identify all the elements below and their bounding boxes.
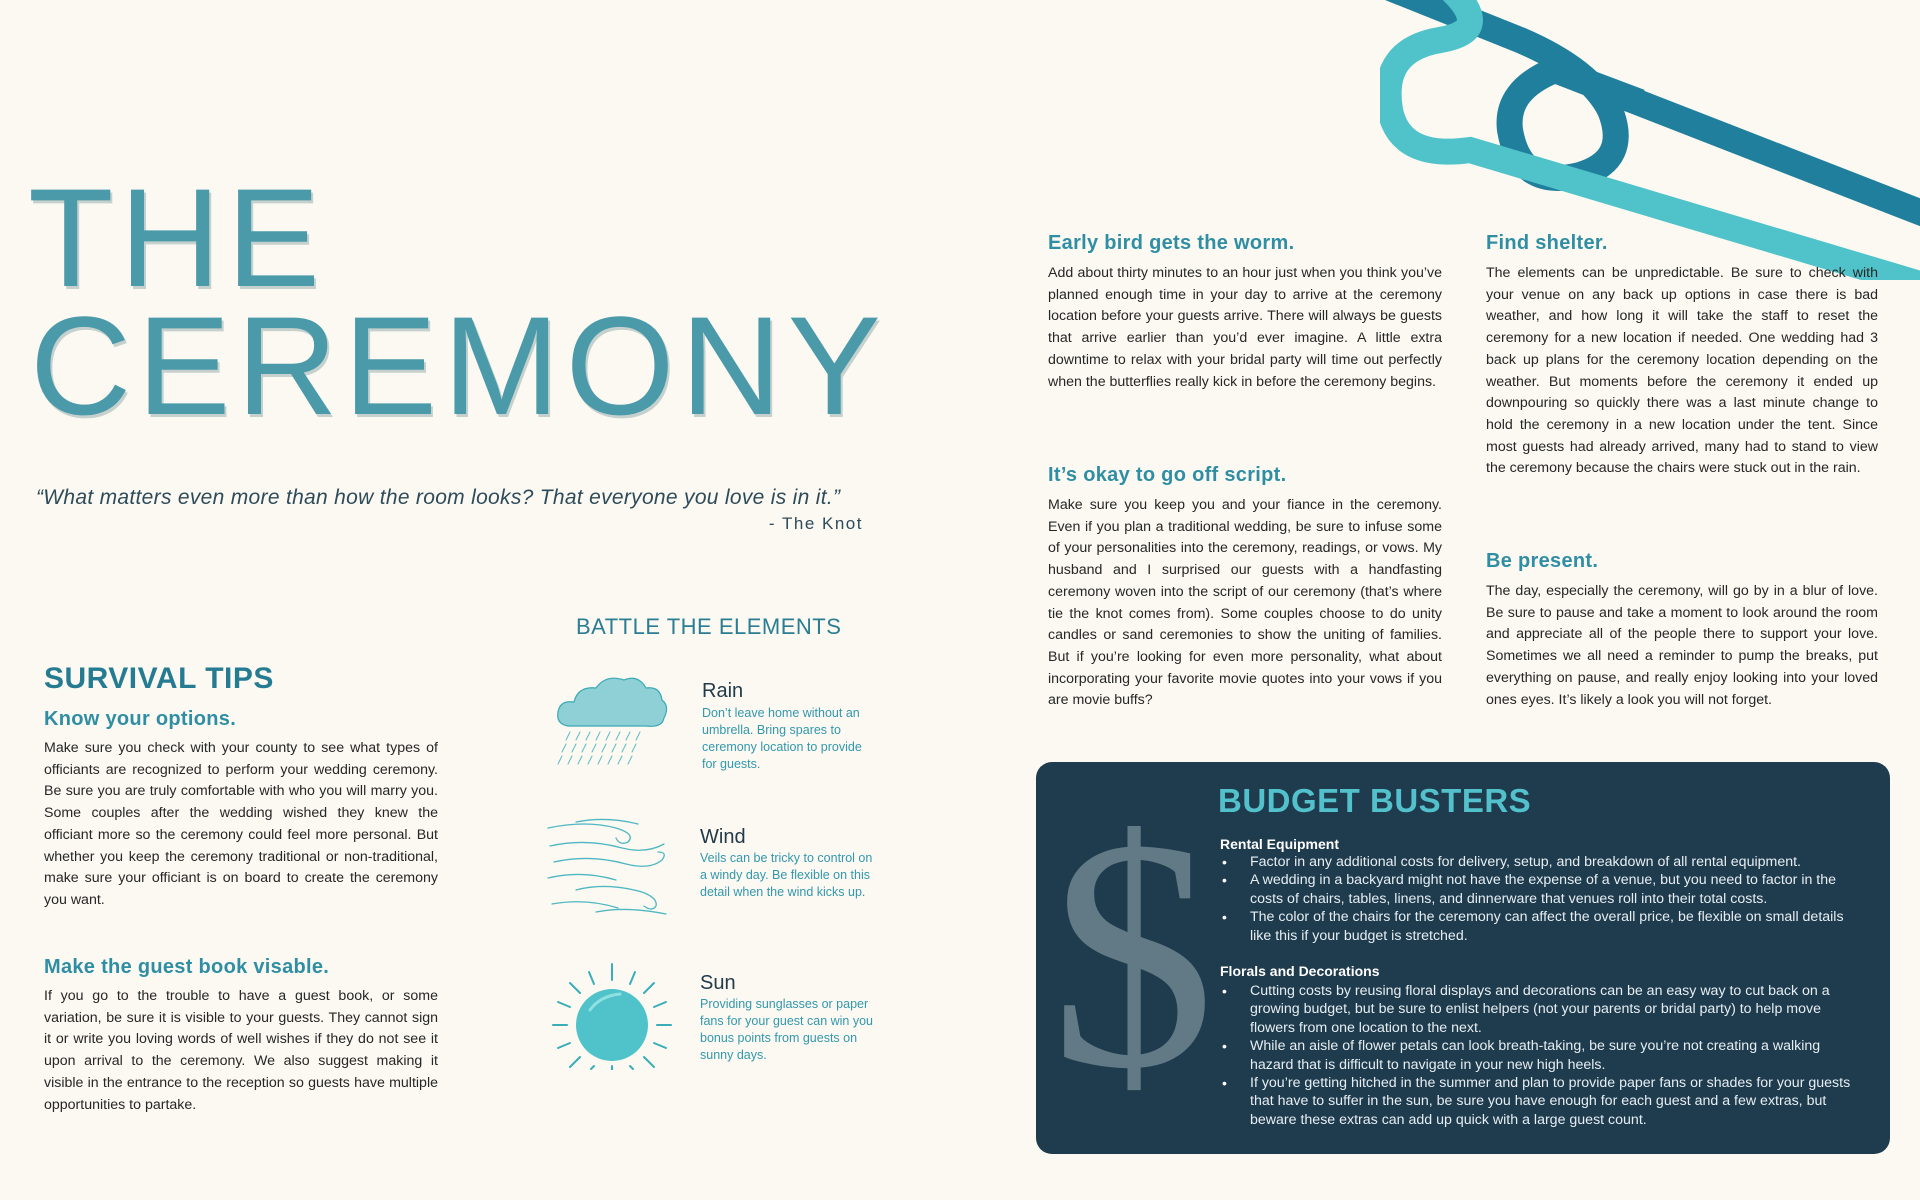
pull-quote: “What matters even more than how the room looks? That everyone you love is in it.”	[36, 486, 841, 509]
survival-tips-heading: SURVIVAL TIPS	[44, 662, 274, 695]
rental-equipment-list	[1220, 853, 1856, 945]
section-heading-find-shelter: Find shelter.	[1486, 232, 1608, 254]
rental-equipment-heading: Rental Equipment	[1220, 836, 1340, 852]
element-text-wind: Veils can be tricky to control on a windy day. Be flexible on this detail when the wind kicks up.	[700, 851, 873, 899]
section-body-be-present: The day, especially the ceremony, will go by in a blur of love. Be sure to pause and take a moment to look around the room and appreciate all of the people there to support your love. Sometimes we all need a reminder to pump the breaks, put everything on pause, and really enjoy looking into your loved ones eyes. It’s likely a look you will not forget.	[1486, 583, 1878, 708]
section-body-off-script: Make sure you keep you and your fiance in the ceremony. Even if you plan a traditional wedding, be sure to infuse some of your personalities into the ceremony, readings, or vows. My husband and I surprised our guests with a handfasting ceremony woven into the script of our ceremony (that’s where tie the knot comes from). Some couples choose to do unity candles or sand ceremonies to show the uniting of families. But if you’re looking for even more personality, what about incorporating your favorite movie quotes into your vows if you are movie buffs?	[1048, 497, 1442, 709]
rain-cloud-icon	[546, 668, 676, 778]
page-title-line-1: THE	[28, 159, 326, 316]
page-title-line-2: CEREMONY	[30, 287, 887, 444]
element-text-rain: Don’t leave home without an umbrella. Bring spares to ceremony location to provide for guests.	[702, 706, 862, 771]
section-heading-be-present: Be present.	[1486, 550, 1599, 572]
list-item: • A wedding in a backyard might not have the expense of a venue, but you need to factor in the costs of chairs, tables, linens, and dinnerware that venues roll into their total costs.	[1220, 871, 1856, 908]
florals-decorations-list	[1220, 982, 1856, 1129]
element-text-sun: Providing sunglasses or paper fans for your guest can win you bonus points from guests on sunny days.	[700, 997, 874, 1062]
element-title-wind: Wind	[700, 826, 746, 848]
list-item: • If you’re getting hitched in the summer and plan to provide paper fans or shades for your guests that have to suffer in the sun, be sure you have enough for each guest and a few extras, but beware these extras can add up quick with a large guest count.	[1220, 1074, 1856, 1129]
list-item: • Factor in any additional costs for delivery, setup, and breakdown of all rental equipment.	[1220, 853, 1856, 871]
element-title-rain: Rain	[702, 680, 744, 702]
knot-rope-icon	[1380, 0, 1920, 280]
section-body-find-shelter: The elements can be unpredictable. Be sure to check with your venue on any back up options in case there is bad weather, and how long it will take the staff to reset the ceremony for a new location if needed. One wedding had 3 back up plans for the ceremony location depending on the weather. But moments before the ceremony it ended up downpouring so quickly there was a last minute change to hold the ceremony in a new location under the tent. Since most guests had already arrived, many had to stand to view the ceremony because the chairs were stuck out in the rain.	[1486, 265, 1878, 477]
element-title-sun: Sun	[700, 972, 736, 994]
section-heading-off-script: It’s okay to go off script.	[1048, 464, 1287, 486]
tip-heading-guest-book: Make the guest book visable.	[44, 956, 330, 978]
quote-attribution: - The Knot	[768, 514, 863, 533]
tip-body-know-options: Make sure you check with your county to see what types of officiants are recognized to perform your wedding ceremony. Be sure you are truly comfortable with who you will marry you. Some couples after the wedding wished they knew the officiant more so the ceremony could feel more personal. But whether you keep the ceremony traditional or non-traditional, make sure your officiant is on board to create the ceremony you want.	[44, 740, 438, 908]
battle-elements-heading: BATTLE THE ELEMENTS	[576, 614, 842, 639]
tip-body-guest-book: If you go to the trouble to have a guest book, or some variation, be sure it is visible to your guests. They cannot sign it or write you loving words of well wishes if they do not see it upon arrival to the ceremony. We also suggest making it visible in the entrance to the reception so guests have multiple opportunities to partake.	[44, 988, 438, 1113]
florals-decorations-heading: Florals and Decorations	[1220, 963, 1380, 979]
dollar-sign-icon: $	[1050, 772, 1215, 1137]
wind-icon	[546, 812, 676, 922]
section-body-early-bird: Add about thirty minutes to an hour just when you think you’ve planned enough time in your day to arrive at the ceremony location before your guests arrive. There will always be guests that arrive earlier than you’d ever imagine. A little extra downtime to relax with your bridal party will time out perfectly when the butterflies really kick in before the ceremony begins.	[1048, 265, 1442, 390]
list-item: • Cutting costs by reusing floral displays and decorations can be an easy way to cut back on a growing budget, but be sure to enlist helpers (not your parents or bridal party) to help move flowers from one location to the next.	[1220, 982, 1856, 1037]
list-item: • While an aisle of flower petals can look breath-taking, be sure you’re not creating a walking hazard that is difficult to navigate in your new high heels.	[1220, 1037, 1856, 1074]
tip-heading-know-options: Know your options.	[44, 708, 237, 730]
sun-icon	[550, 960, 680, 1070]
section-heading-early-bird: Early bird gets the worm.	[1048, 232, 1295, 254]
budget-busters-heading: BUDGET BUSTERS	[1218, 782, 1532, 819]
list-item: • The color of the chairs for the ceremony can affect the overall price, be flexible on small details like this if your budget is stretched.	[1220, 908, 1856, 945]
